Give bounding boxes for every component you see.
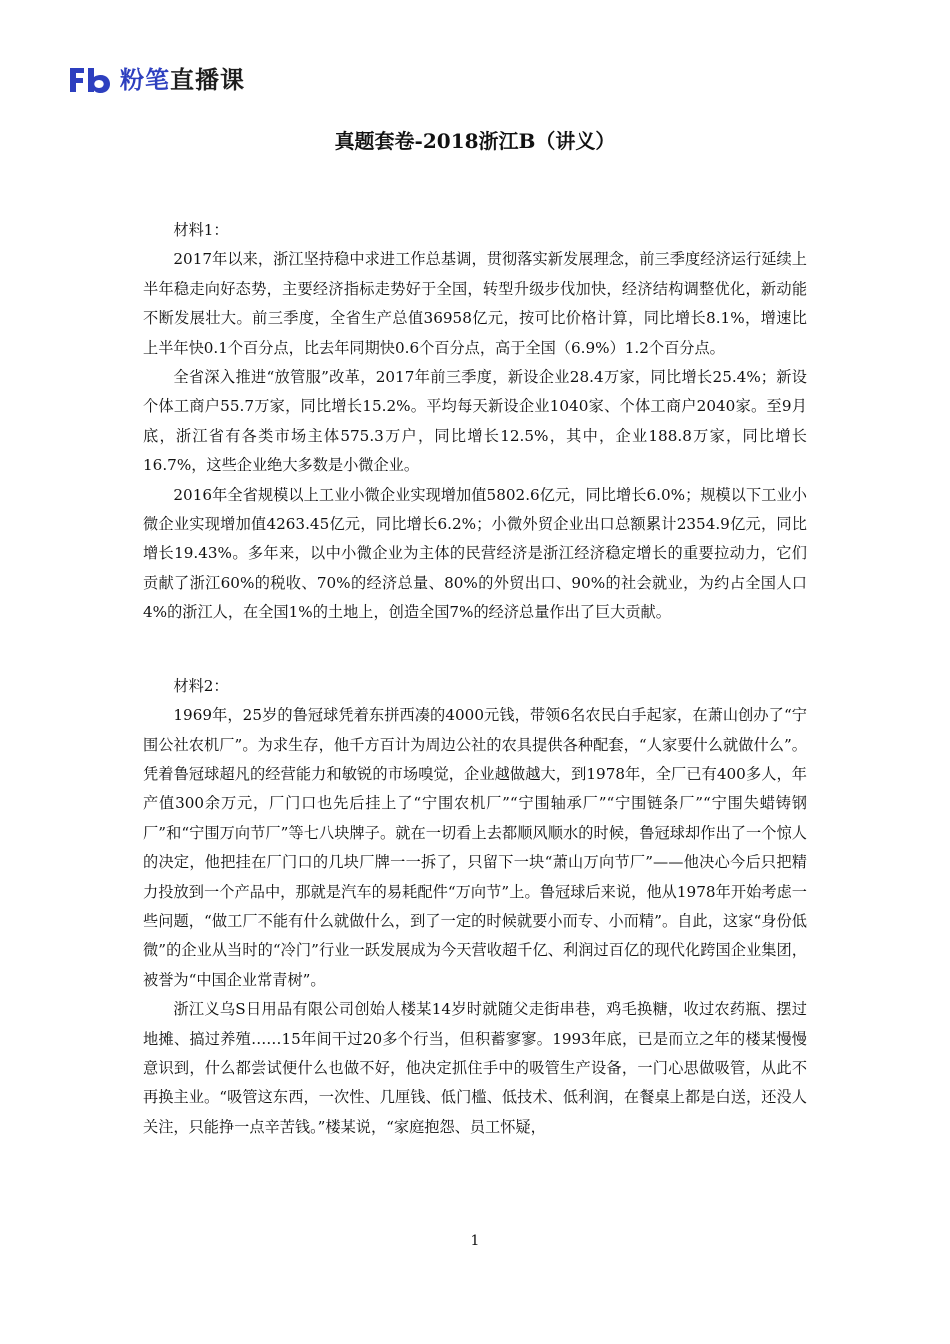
material-label: 材料2： — [173, 676, 229, 695]
material-2 — [143, 672, 807, 1143]
fb-logo-icon — [68, 66, 112, 94]
material-label: 材料1： — [173, 221, 229, 239]
brand-primary-text: 粉笔 — [120, 66, 170, 94]
brand-name — [120, 66, 245, 94]
brand-suffix-text: 直播课 — [170, 66, 245, 94]
paragraph: 2016年全省规模以上工业小微企业实现增加值5802.6亿元，同比增长6.0%；规模以下工业小微企业实现增加值4263.45亿元，同比增长6.2%；小微外贸企业出口总额累计2354.9亿元，同比增长19.43%。多年来，以中小微企业为主体的民营经济是浙江经济稳定增长的重要拉动力，它们贡献了浙江60%的税收、70%的经济总量、80%的外贸出口、90%的社会就业，为约占全国人口4%的浙江人，在全国1%的土地上，创造全国7%的经济总量作出了巨大贡献。 — [143, 485, 807, 622]
section-spacer — [143, 628, 807, 672]
paragraph: 浙江义乌S日用品有限公司创始人楼某14岁时就随父走街串巷，鸡毛换糖，收过农药瓶、摆过地摊、搞过养殖……15年间干过20多个行当，但积蓄寥寥。1993年底，已是而立之年的楼某慢慢意识到，什么都尝试便什么也做不好，他决定抓住手中的吸管生产设备，一门心思做吸管，从此不再换主业。“吸管这东西，一次性、几厘钱、低门槛、低技术、低利润，在餐桌上都是白送，还没人关注，只能挣一点辛苦钱。”楼某说，“家庭抱怨、员工怀疑， — [143, 1000, 807, 1136]
page-number: 1 — [470, 1233, 480, 1249]
paragraph: 全省深入推进“放管服”改革，2017年前三季度，新设企业28.4万家，同比增长25.4%；新设个体工商户55.7万家，同比增长15.2%。平均每天新设企业1040家、个体工商户2040家。至9月底，浙江省有各类市场主体575.3万户，同比增长12.5%，其中，企业188.8万家，同比增长16.7%，这些企业绝大多数是小微企业。 — [143, 368, 807, 475]
document-body — [143, 216, 807, 1142]
material-1 — [143, 216, 807, 628]
paragraph: 1969年，25岁的鲁冠球凭着东拼西凑的4000元钱，带领6名农民白手起家，在萧山创办了“宁围公社农机厂”。为求生存，他千方百计为周边公社的农具提供各种配套，“人家要什么就做什么”。凭着鲁冠球超凡的经营能力和敏锐的市场嗅觉，企业越做越大，到1978年，全厂已有400多人，年产值300余万元，厂门口也先后挂上了“宁围农机厂”“宁围轴承厂”“宁围链条厂”“宁围失蜡铸钢厂”和“宁围万向节厂”等七八块牌子。就在一切看上去都顺风顺水的时候，鲁冠球却作出了一个惊人的决定，他把挂在厂门口的几块厂牌一一拆了，只留下一块“萧山万向节厂”——他决心今后只把精力投放到一个产品中，那就是汽车的易耗配件“万向节”上。鲁冠球后来说，他从1978年开始考虑一些问题，“做工厂不能有什么就做什么，到了一定的时候就要小而专、小而精”。自此，这家“身份低微”的企业从当时的“冷门”行业一跃发展成为今天营收超千亿、利润过百亿的现代化跨国企业集团，被誉为“中国企业常青树”。 — [143, 706, 807, 989]
document-title: 真题套卷-2018浙江B（讲义） — [334, 129, 616, 153]
brand-logo — [68, 62, 245, 98]
paragraph: 2017年以来，浙江坚持稳中求进工作总基调，贯彻落实新发展理念，前三季度经济运行延续上半年稳走向好态势，主要经济指标走势好于全国，转型升级步伐加快，经济结构调整优化，新动能不断发展壮大。前三季度，全省生产总值36958亿元，按可比价格计算，同比增长8.1%，增速比上半年快0.1个百分点，比去年同期快0.6个百分点，高于全国（6.9%）1.2个百分点。 — [143, 250, 807, 357]
